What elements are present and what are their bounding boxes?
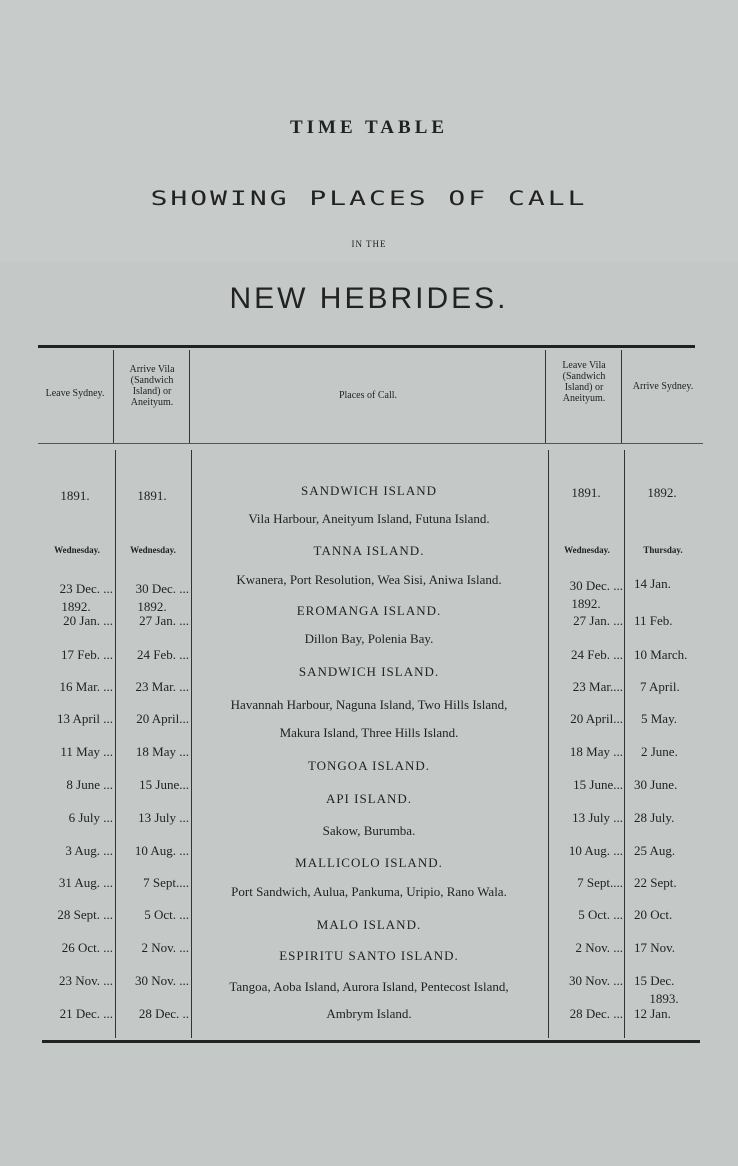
leave-vila-date: 2 Nov. ... bbox=[575, 940, 623, 955]
arrive-sydney-date: 28 July. bbox=[634, 810, 675, 825]
leave-vila-date: 7 Sept.... bbox=[577, 875, 623, 890]
arrive-vila-date: 20 April... bbox=[136, 711, 189, 726]
arrive-vila-date: 10 Aug. ... bbox=[134, 843, 189, 858]
leave-sydney-date: 20 Jan. ... bbox=[63, 613, 113, 628]
year-label: 1892. bbox=[647, 485, 677, 500]
weekday-label: Wednesday. bbox=[130, 545, 176, 555]
year-label: 1891. bbox=[60, 488, 90, 503]
column-divider bbox=[548, 450, 549, 1038]
column-divider bbox=[113, 350, 114, 443]
leave-vila-date: 30 Dec. ... bbox=[569, 578, 623, 593]
arrive-vila-date: 28 Dec. .. bbox=[138, 1006, 189, 1021]
table-top-rule bbox=[38, 345, 695, 348]
leave-vila-date: 28 Dec. ... bbox=[569, 1006, 623, 1021]
leave-sydney-date: 23 Dec. ... bbox=[59, 581, 113, 596]
arrive-sydney-date: 30 June. bbox=[634, 777, 678, 792]
column-divider bbox=[624, 450, 625, 1038]
arrive-vila-date: 30 Dec. ... bbox=[135, 581, 189, 596]
header-arrive-vila: Arrive Vila (Sandwich Island) or Aneityum. bbox=[129, 364, 175, 408]
weekday-label: Wednesday. bbox=[564, 545, 610, 555]
leave-vila-date: 5 Oct. ... bbox=[578, 907, 623, 922]
leave-vila-date: 18 May ... bbox=[569, 744, 623, 759]
leave-sydney-date: 6 July ... bbox=[68, 810, 113, 825]
header-bottom-rule bbox=[38, 443, 703, 444]
arrive-sydney-date: 2 June. bbox=[641, 744, 678, 759]
header-leave-sydney: Leave Sydney. bbox=[45, 388, 105, 399]
column-divider bbox=[191, 450, 192, 1038]
place-list: Vila Harbour, Aneityum Island, Futuna Island. bbox=[248, 511, 490, 526]
arrive-sydney-date: 5 May. bbox=[641, 711, 677, 726]
weekday-label: Wednesday. bbox=[54, 545, 100, 555]
page-subtitle: SHOWING PLACES OF CALL bbox=[150, 186, 588, 211]
arrive-sydney-date: 22 Sept. bbox=[634, 875, 677, 890]
island-heading: SANDWICH ISLAND bbox=[301, 483, 437, 498]
leave-sydney-date: 8 June ... bbox=[66, 777, 113, 792]
island-heading: MALO ISLAND. bbox=[316, 917, 422, 932]
place-list: Port Sandwich, Aulua, Pankuma, Uripio, Rano Wala. bbox=[231, 884, 507, 899]
arrive-vila-date: 27 Jan. ... bbox=[139, 613, 189, 628]
arrive-sydney-date: 10 March. bbox=[634, 647, 688, 662]
leave-sydney-date: 17 Feb. ... bbox=[61, 647, 113, 662]
island-heading: ESPIRITU SANTO ISLAND. bbox=[279, 948, 459, 963]
column-divider bbox=[189, 350, 190, 443]
header-leave-vila: Leave Vila (Sandwich Island) or Aneityum. bbox=[562, 360, 606, 404]
arrive-vila-date: 30 Nov. ... bbox=[134, 973, 189, 988]
leave-sydney-date: 26 Oct. ... bbox=[61, 940, 113, 955]
weekday-label: Thursday. bbox=[643, 545, 683, 555]
arrive-vila-date: 13 July ... bbox=[138, 810, 189, 825]
leave-sydney-date: 3 Aug. ... bbox=[65, 843, 113, 858]
arrive-vila-date: 15 June... bbox=[139, 777, 189, 792]
island-heading: TANNA ISLAND. bbox=[313, 543, 425, 558]
page-title: TIME TABLE bbox=[289, 117, 449, 138]
place-list: Ambrym Island. bbox=[326, 1006, 412, 1021]
leave-sydney-date: 11 May ... bbox=[60, 744, 113, 759]
leave-vila-date: 24 Feb. ... bbox=[571, 647, 623, 662]
island-heading: SANDWICH ISLAND. bbox=[298, 664, 440, 679]
island-heading: EROMANGA ISLAND. bbox=[296, 603, 442, 618]
leave-vila-date: 10 Aug. ... bbox=[568, 843, 623, 858]
place-list: Makura Island, Three Hills Island. bbox=[279, 725, 459, 740]
arrive-sydney-date: 12 Jan. bbox=[634, 1006, 671, 1021]
arrive-sydney-date: 25 Aug. bbox=[634, 843, 676, 858]
arrive-vila-date: 7 Sept.... bbox=[143, 875, 189, 890]
column-divider bbox=[545, 350, 546, 443]
place-list: Tangoa, Aoba Island, Aurora Island, Pentecost Island, bbox=[229, 979, 509, 994]
leave-vila-date: 20 April... bbox=[570, 711, 623, 726]
arrive-vila-date: 23 Mar. ... bbox=[135, 679, 189, 694]
arrive-sydney-date: 15 Dec. bbox=[634, 973, 675, 988]
year-label: 1891. bbox=[137, 488, 167, 503]
leave-vila-date: 23 Mar.... bbox=[572, 679, 623, 694]
arrive-vila-date: 24 Feb. ... bbox=[137, 647, 189, 662]
place-list: Kwanera, Port Resolution, Wea Sisi, Aniwa Island. bbox=[236, 572, 502, 587]
arrive-sydney-date: 7 April. bbox=[640, 679, 680, 694]
leave-sydney-date: 16 Mar. ... bbox=[59, 679, 113, 694]
leave-sydney-date: 31 Aug. ... bbox=[58, 875, 113, 890]
year-marker: 1892. bbox=[571, 596, 601, 611]
table-bottom-rule bbox=[42, 1040, 700, 1043]
leave-vila-date: 27 Jan. ... bbox=[573, 613, 623, 628]
column-divider bbox=[115, 450, 116, 1038]
year-marker: 1893. bbox=[649, 991, 679, 1006]
year-label: 1891. bbox=[571, 485, 601, 500]
subtitle-connector: IN THE bbox=[351, 239, 387, 249]
leave-vila-date: 30 Nov. ... bbox=[568, 973, 623, 988]
place-list: Dillon Bay, Polenia Bay. bbox=[304, 631, 434, 646]
year-marker: 1892. bbox=[137, 599, 167, 614]
year-marker: 1892. bbox=[61, 599, 91, 614]
leave-sydney-date: 13 April ... bbox=[57, 711, 113, 726]
arrive-vila-date: 18 May ... bbox=[135, 744, 189, 759]
leave-sydney-date: 21 Dec. ... bbox=[59, 1006, 113, 1021]
island-heading: API ISLAND. bbox=[325, 791, 413, 806]
leave-sydney-date: 23 Nov. ... bbox=[58, 973, 113, 988]
arrive-vila-date: 5 Oct. ... bbox=[144, 907, 189, 922]
arrive-vila-date: 2 Nov. ... bbox=[141, 940, 189, 955]
header-arrive-sydney: Arrive Sydney. bbox=[632, 381, 694, 392]
arrive-sydney-date: 17 Nov. bbox=[634, 940, 676, 955]
leave-sydney-date: 28 Sept. ... bbox=[57, 907, 113, 922]
region-title: NEW HEBRIDES. bbox=[229, 282, 509, 315]
place-list: Havannah Harbour, Naguna Island, Two Hills Island, bbox=[230, 697, 508, 712]
column-divider bbox=[621, 350, 622, 443]
arrive-sydney-date: 20 Oct. bbox=[634, 907, 673, 922]
place-list: Sakow, Burumba. bbox=[322, 823, 416, 838]
leave-vila-date: 13 July ... bbox=[572, 810, 623, 825]
leave-vila-date: 15 June... bbox=[573, 777, 623, 792]
island-heading: MALLICOLO ISLAND. bbox=[295, 855, 443, 870]
arrive-sydney-date: 11 Feb. bbox=[634, 613, 673, 628]
island-heading: TONGOA ISLAND. bbox=[307, 758, 431, 773]
arrive-sydney-date: 14 Jan. bbox=[634, 576, 671, 591]
header-places: Places of Call. bbox=[338, 390, 398, 401]
